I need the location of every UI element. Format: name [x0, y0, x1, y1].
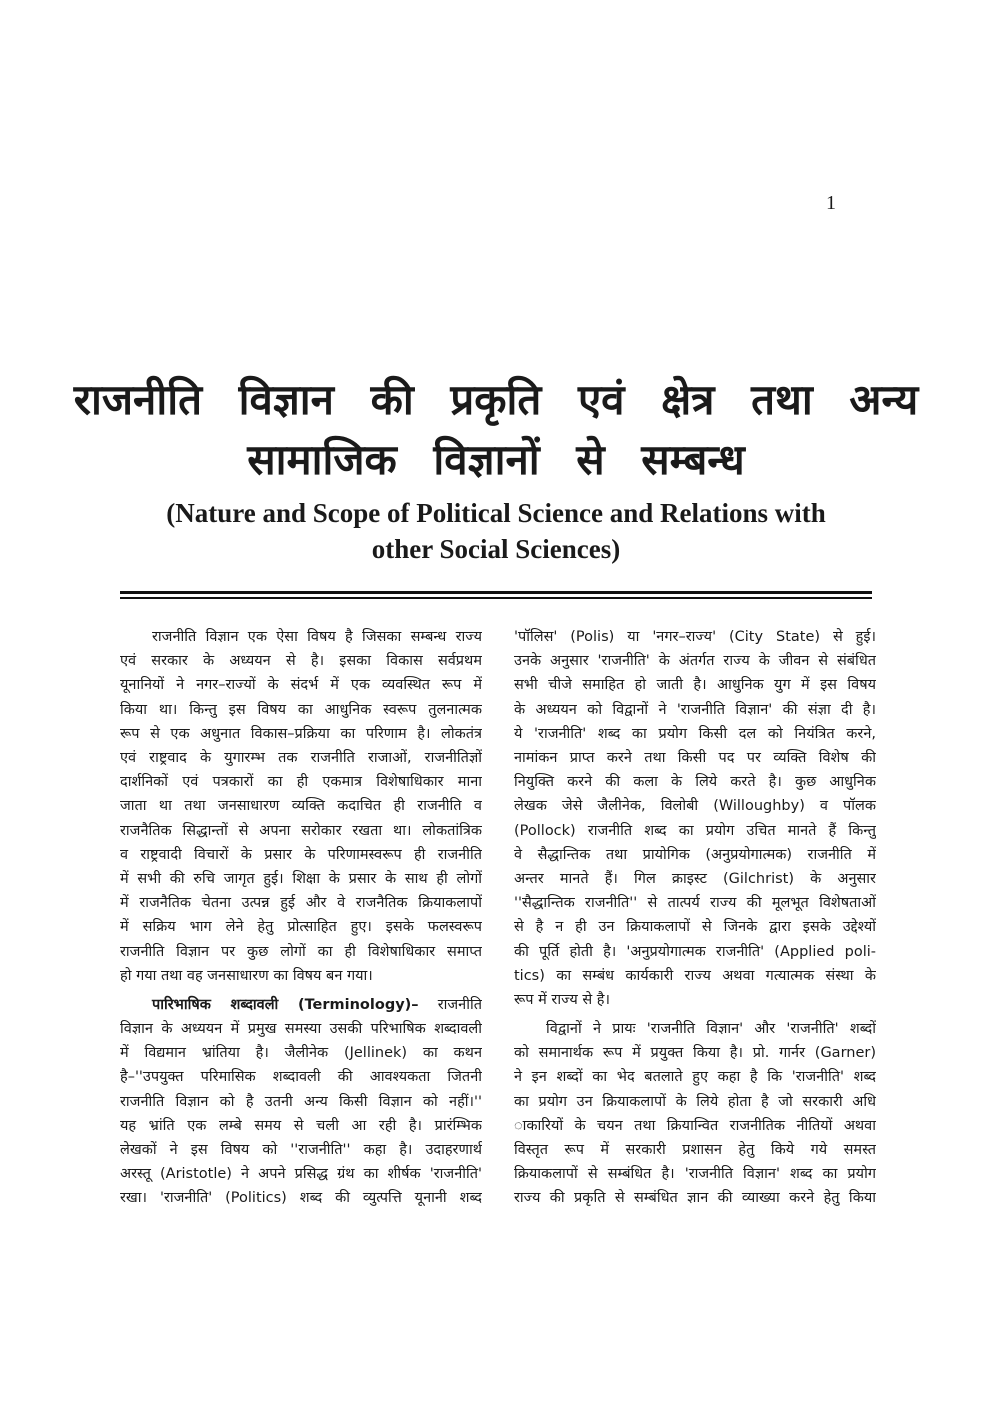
text-line: दार्शनिकों एवं पत्रकारों का ही एकमात्र विशेषाधिकार माना [120, 774, 482, 791]
text-line: यूनानियों ने नगर–राज्यों के संदर्भ में एक व्यवस्थित रूप में [120, 677, 482, 694]
text-line: सभी चीजे समाहित हो जाती है। आधुनिक युग में इस विषय [514, 677, 876, 694]
text-line: विज्ञान के अध्ययन में प्रमुख समस्या उसकी परिभाषिक शब्दावली [120, 1021, 482, 1038]
text-line: जाता था तथा जनसाधारण व्यक्ति कदाचित ही राजनीति व [120, 798, 482, 815]
text-line: यह भ्रांति एक लम्बे समय से चली आ रही है। प्रारंम्भिक [120, 1117, 482, 1134]
chapter-title-english [100, 495, 892, 567]
text-line: विद्वानों ने प्रायः 'राजनीति विज्ञान' और 'राजनीति' शब्दों [546, 1021, 876, 1038]
paragraph [514, 625, 876, 1012]
text-line: एवं सरकार के अध्ययन से है। इसका विकास सर्वप्रथम [120, 653, 482, 670]
text-line: की पूर्ति होती है। 'अनुप्रयोगात्मक राजनीति' (Applied poli- [514, 943, 876, 960]
text-line: रखा। 'राजनीति' (Politics) शब्द की व्युत्पत्ति यूनानी शब्द [120, 1190, 482, 1207]
text-line: एवं राष्ट्रवाद के युगारम्भ तक राजनीति राजाओं, राजनीतिज्ञों [120, 750, 482, 767]
title-divider [120, 591, 872, 594]
text-line: के अध्ययन को विद्वानों ने 'राजनीति विज्ञान' की संज्ञा दी है। [514, 701, 876, 718]
text-line: का प्रयोग उन क्रियाकलापों के लिये होता है जो सरकारी अधि [514, 1093, 876, 1110]
text-line: को समानार्थक रूप में प्रयुक्त किया है। प्रो. गार्नर (Garner) [514, 1045, 876, 1062]
text-line: लेखक जेसे जैलीनेक, विलोबी (Willoughby) व पॉलक [514, 798, 876, 815]
text-line: किया था। किन्तु इस विषय का आधुनिक स्वरूप तुलनात्मक [120, 701, 482, 718]
text-line: में राजनैतिक चेतना उत्पन्न हुई और वे राजनैतिक क्रियाकलापों [120, 895, 482, 912]
paragraph [120, 1017, 482, 1211]
text-line: राजनीति विज्ञान पर कुछ लोगों का ही विशेषाधिकार समाप्त [120, 943, 482, 960]
text-line: राज्य की प्रकृति से सम्बंधित ज्ञान की व्याख्या करने हेतु किया [514, 1190, 876, 1207]
title-line: सामाजिक विज्ञानों से सम्बन्ध [247, 435, 745, 484]
text-line: रूप में राज्य से है। [514, 992, 610, 1009]
text-line: हो गया तथा वह जनसाधारण का विषय बन गया। [120, 967, 373, 984]
text-line: ने इन शब्दों का भेद बतलाते हुए कहा है कि 'राजनीति' शब्द [514, 1069, 876, 1086]
paragraph [514, 1017, 876, 1211]
title-line: (Nature and Scope of Political Science and Relations with [166, 498, 826, 528]
text-line: (Pollock) राजनीति शब्द का प्रयोग उचित मानते हैं किन्तु [514, 822, 876, 839]
text-line: राजनीति विज्ञान को है उतनी अन्य किसी विज्ञान को नहीं।'' [120, 1093, 482, 1110]
title-line: राजनीति विज्ञान की प्रकृति एवं क्षेत्र तथा अन्य [73, 375, 919, 424]
paragraph [120, 625, 482, 988]
text-line: में सक्रिय भाग लेने हेतु प्रोत्साहित हुए। इसके फलस्वरूप [120, 919, 482, 936]
text-line: वे सैद्धान्तिक तथा प्रायोगिक (अनुप्रयोगात्मक) राजनीति में [514, 846, 876, 863]
text-line: अन्तर मानते हैं। गिल क्राइस्ट (Gilchrist) के अनुसार [514, 871, 876, 888]
text-line: लेखकों ने इस विषय को ''राजनीति'' कहा है। उदाहरणार्थ [120, 1142, 482, 1159]
text-line: 'पॉलिस' (Polis) या 'नगर–राज्य' (City State) से हुई। [514, 629, 876, 645]
text-line: ाकारियों के चयन तथा क्रियान्वित राजनीतिक नीतियों अथवा [514, 1117, 876, 1134]
left-column [120, 625, 482, 1211]
section-heading-line: पारिभाषिक शब्दावली (Terminology)– राजनीति [152, 996, 482, 1013]
title-divider-thin [120, 597, 872, 599]
text-line: विस्तृत रूप में सरकारी प्रशासन हेतु किये गये समस्त [514, 1142, 876, 1159]
title-line: other Social Sciences) [371, 534, 621, 564]
text-line: नामांकन प्राप्त करने तथा किसी पद पर व्यक्ति विशेष की [514, 750, 876, 767]
text-line: ''सैद्धान्तिक राजनीति'' से तात्पर्य राज्य की मूलभूत विशेषताओं [514, 895, 876, 912]
text-line: रूप से एक अधुनात विकास–प्रक्रिया का परिणाम है। लोकतंत्र [120, 725, 482, 742]
right-column [514, 625, 876, 1211]
text-line: क्रियाकलापों से सम्बंधित है। 'राजनीति विज्ञान' शब्द का प्रयोग [514, 1166, 876, 1183]
text-line: उनके अनुसार 'राजनीति' के अंतर्गत राज्य के जीवन से संबंधित [514, 653, 876, 670]
text-line: है–''उपयुक्त परिमासिक शब्दावली की आवश्यकता जितनी [120, 1069, 482, 1086]
section-heading: पारिभाषिक शब्दावली (Terminology)– [152, 996, 419, 1013]
text-line: से है न ही उन क्रियाकलापों से जिनके द्वारा इसके उद्देश्यों [514, 919, 876, 936]
text-line: में सभी की रुचि जागृत हुई। शिक्षा के प्रसार के साथ ही लोगों [120, 871, 482, 888]
page-number: 1 [826, 192, 836, 214]
text-line: अरस्तू (Aristotle) ने अपने प्रसिद्ध ग्रंथ का शीर्षक 'राजनीति' [120, 1166, 482, 1183]
text-line: ये 'राजनीति' शब्द का प्रयोग किसी दल को नियंत्रित करने, [514, 725, 876, 742]
chapter-title-hindi [0, 370, 992, 490]
text-line: राजनैतिक सिद्धान्तों से अपना सरोकार रखता था। लोकतांत्रिक [120, 822, 482, 839]
text-line: में विद्यमान भ्रांतिया है। जैलीनेक (Jellinek) का कथन [120, 1045, 482, 1062]
text-line: tics) का सम्बंध कार्यकारी राज्य अथवा गत्यात्मक संस्था के [514, 967, 876, 984]
text-line: नियुक्ति करने की कला के लिये करते है। कुछ आधुनिक [514, 774, 876, 791]
text-line: राजनीति विज्ञान एक ऐसा विषय है जिसका सम्बन्ध राज्य [152, 629, 482, 645]
text-line: व राष्ट्रवादी विचारों के प्रसार के परिणामस्वरूप ही राजनीति [120, 846, 482, 863]
